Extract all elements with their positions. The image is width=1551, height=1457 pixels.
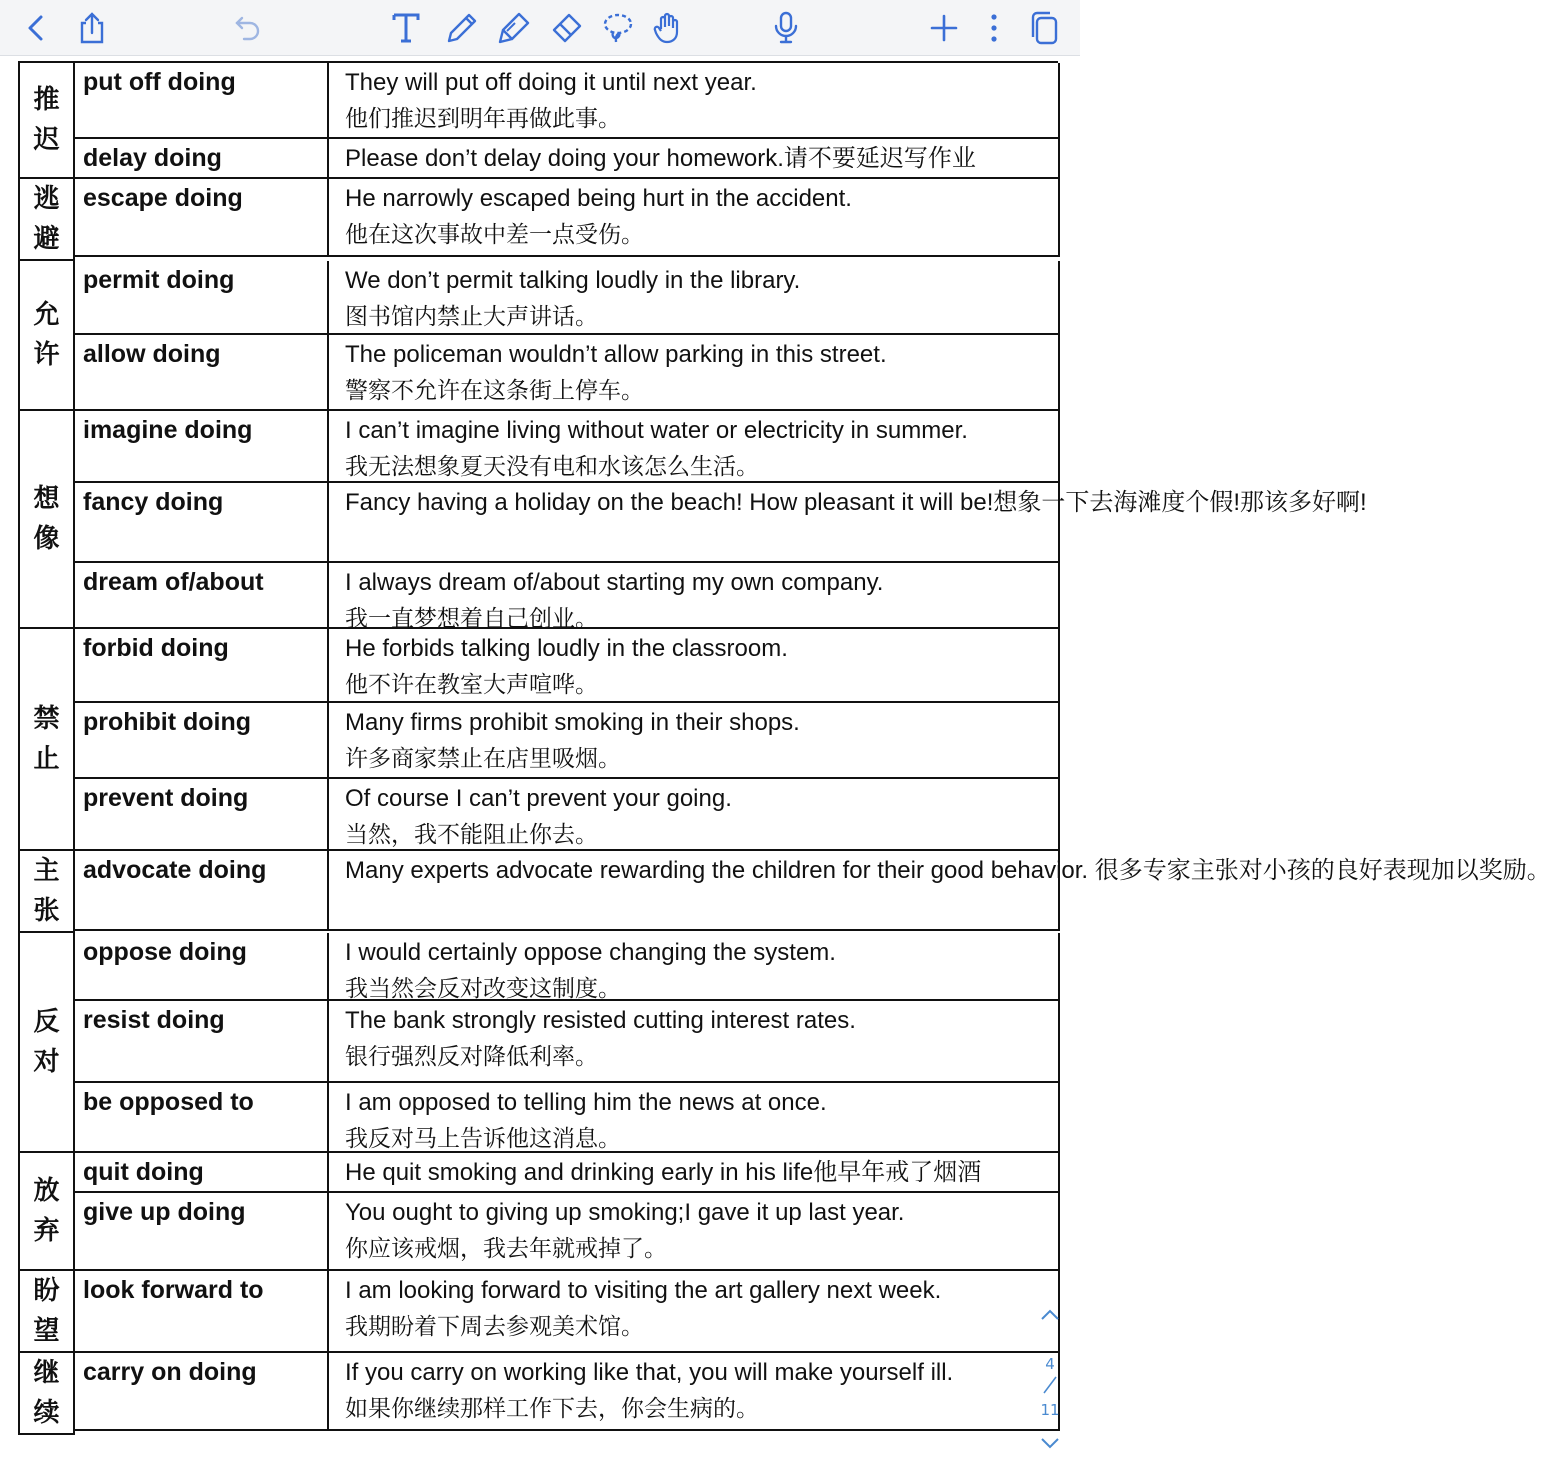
example-cell <box>329 335 1060 411</box>
category-cell <box>20 851 75 933</box>
current-page: 4 <box>1045 1355 1055 1373</box>
example-cell <box>329 1001 1060 1083</box>
example-chinese: 当然，我不能阻止你去。 <box>345 822 598 848</box>
category-label: 放弃 <box>33 1176 60 1246</box>
phrase-cell <box>75 411 329 483</box>
page-up-icon[interactable] <box>1036 1307 1064 1329</box>
category-cell <box>20 629 75 851</box>
category-cell <box>20 179 75 261</box>
example-english: Please don’t delay doing your homework.请不要延迟写作业 <box>345 145 976 172</box>
example-cell <box>329 411 1060 483</box>
pen-icon[interactable] <box>440 6 484 50</box>
example-english: We don’t permit talking loudly in the library. <box>345 267 801 294</box>
page-down-icon[interactable] <box>1036 1435 1064 1457</box>
phrase-text: imagine doing <box>83 416 253 444</box>
pages-icon[interactable] <box>1022 6 1066 50</box>
example-english: If you carry on working like that, you will make yourself ill. <box>345 1359 954 1386</box>
phrase-cell <box>75 483 329 563</box>
example-english: He quit smoking and drinking early in his life他早年戒了烟酒 <box>345 1159 982 1186</box>
example-chinese: 图书馆内禁止大声讲话。 <box>345 304 598 330</box>
example-english: I am opposed to telling him the news at once. <box>345 1089 827 1116</box>
example-english: You ought to giving up smoking;I gave it up last year. <box>345 1199 905 1226</box>
example-cell <box>329 1271 1060 1353</box>
vocabulary-table <box>18 61 1551 1435</box>
phrase-text: forbid doing <box>83 634 229 662</box>
phrase-text: allow doing <box>83 340 221 368</box>
example-cell <box>329 483 1367 563</box>
page-indicator <box>1036 1307 1064 1457</box>
category-label: 继续 <box>33 1358 60 1428</box>
document-page <box>0 57 1551 1440</box>
example-english: Of course I can’t prevent your going. <box>345 785 732 812</box>
total-pages: 11 <box>1040 1401 1060 1419</box>
phrase-text: put off doing <box>83 68 236 96</box>
share-icon[interactable] <box>70 6 114 50</box>
example-cell <box>329 1083 1060 1153</box>
example-cell <box>329 933 1060 1001</box>
more-icon[interactable] <box>972 6 1016 50</box>
phrase-cell <box>75 1353 329 1431</box>
toolbar <box>0 0 1080 56</box>
example-chinese: 你应该戒烟，我去年就戒掉了。 <box>345 1236 667 1262</box>
example-chinese: 我无法想象夏天没有电和水该怎么生活。 <box>345 454 759 480</box>
category-cell <box>20 411 75 629</box>
example-english: He forbids talking loudly in the classroom. <box>345 635 788 662</box>
example-cell <box>329 261 1060 335</box>
category-cell <box>20 1271 75 1353</box>
phrase-cell <box>75 261 329 335</box>
phrase-text: prevent doing <box>83 784 249 812</box>
example-english: He narrowly escaped being hurt in the accident. <box>345 185 852 212</box>
example-chinese: 如果你继续那样工作下去，你会生病的。 <box>345 1396 759 1422</box>
example-chinese: 他们推迟到明年再做此事。 <box>345 106 621 132</box>
category-label: 禁止 <box>33 704 60 774</box>
phrase-text: delay doing <box>83 144 222 172</box>
example-cell <box>329 629 1060 703</box>
example-chinese: 我当然会反对改变这制度。 <box>345 976 621 1002</box>
example-chinese: 银行强烈反对降低利率。 <box>345 1044 598 1070</box>
phrase-cell <box>75 563 329 629</box>
example-cell <box>329 1353 1060 1431</box>
phrase-text: look forward to <box>83 1276 264 1304</box>
phrase-text: escape doing <box>83 184 243 212</box>
category-cell <box>20 933 75 1153</box>
example-cell <box>329 563 1060 632</box>
example-chinese: 他在这次事故中差一点受伤。 <box>345 222 644 248</box>
phrase-cell <box>75 335 329 411</box>
example-english: Many firms prohibit smoking in their shops. <box>345 709 800 736</box>
category-cell <box>20 1153 75 1271</box>
example-english: Many experts advocate rewarding the children for their good behavior. 很多专家主张对小孩的良好表现加以奖励。 <box>345 857 1551 884</box>
phrase-cell <box>75 1193 329 1271</box>
example-english: The policeman wouldn’t allow parking in this street. <box>345 341 887 368</box>
example-english: They will put off doing it until next year. <box>345 69 757 96</box>
phrase-text: permit doing <box>83 266 235 294</box>
example-english: The bank strongly resisted cutting interest rates. <box>345 1007 856 1034</box>
category-label: 允许 <box>33 300 60 370</box>
phrase-text: carry on doing <box>83 1358 257 1386</box>
highlighter-icon[interactable] <box>492 6 536 50</box>
phrase-text: resist doing <box>83 1006 225 1034</box>
phrase-cell <box>75 1083 329 1153</box>
category-label: 反对 <box>33 1007 60 1077</box>
example-chinese: 他不许在教室大声喧哗。 <box>345 672 598 698</box>
example-chinese: 我反对马上告诉他这消息。 <box>345 1126 621 1152</box>
category-label: 盼望 <box>33 1276 60 1346</box>
example-english: I am looking forward to visiting the art gallery next week. <box>345 1277 942 1304</box>
text-icon[interactable] <box>384 6 428 50</box>
page-separator <box>1036 1375 1064 1399</box>
microphone-icon[interactable] <box>764 6 808 50</box>
example-cell <box>329 779 1060 851</box>
category-label: 想像 <box>33 484 60 554</box>
category-cell <box>20 261 75 411</box>
phrase-cell <box>75 1271 329 1353</box>
phrase-cell <box>75 703 329 779</box>
phrase-cell <box>75 1153 329 1193</box>
plus-icon[interactable] <box>922 6 966 50</box>
phrase-cell <box>75 179 329 257</box>
phrase-text: give up doing <box>83 1198 246 1226</box>
undo-icon[interactable] <box>226 6 270 50</box>
phrase-cell <box>75 851 329 931</box>
category-label: 推迟 <box>33 85 60 155</box>
example-english: Fancy having a holiday on the beach! How pleasant it will be!想象一下去海滩度个假!那该多好啊! <box>345 489 1367 516</box>
example-cell <box>329 703 1060 779</box>
phrase-text: advocate doing <box>83 856 267 884</box>
example-chinese: 我期盼着下周去参观美术馆。 <box>345 1314 644 1340</box>
category-label: 逃避 <box>33 184 60 254</box>
example-cell <box>329 63 1060 139</box>
category-cell <box>20 1353 75 1435</box>
phrase-text: prohibit doing <box>83 708 252 736</box>
phrase-text: dream of/about <box>83 568 264 596</box>
phrase-text: quit doing <box>83 1158 204 1186</box>
back-icon[interactable] <box>14 6 58 50</box>
eraser-icon[interactable] <box>544 6 588 50</box>
phrase-cell <box>75 933 329 1001</box>
category-cell <box>20 63 75 179</box>
example-chinese: 我一直梦想着自己创业。 <box>345 606 598 632</box>
example-cell <box>329 1193 1060 1271</box>
hand-icon[interactable] <box>646 6 690 50</box>
example-chinese: 警察不允许在这条街上停车。 <box>345 378 644 404</box>
example-cell <box>329 179 1060 257</box>
example-chinese: 许多商家禁止在店里吸烟。 <box>345 746 621 772</box>
phrase-cell <box>75 1001 329 1083</box>
example-english: I always dream of/about starting my own company. <box>345 569 884 596</box>
phrase-cell <box>75 779 329 851</box>
phrase-cell <box>75 63 329 139</box>
example-english: I would certainly oppose changing the system. <box>345 939 836 966</box>
phrase-cell <box>75 139 329 179</box>
category-label: 主张 <box>33 856 60 926</box>
example-cell <box>329 1153 1060 1193</box>
phrase-text: be opposed to <box>83 1088 254 1116</box>
example-cell <box>329 139 1060 179</box>
lasso-icon[interactable] <box>596 6 640 50</box>
phrase-text: fancy doing <box>83 488 224 516</box>
phrase-cell <box>75 629 329 703</box>
example-english: I can’t imagine living without water or electricity in summer. <box>345 417 968 444</box>
phrase-text: oppose doing <box>83 938 247 966</box>
example-cell <box>329 851 1551 931</box>
